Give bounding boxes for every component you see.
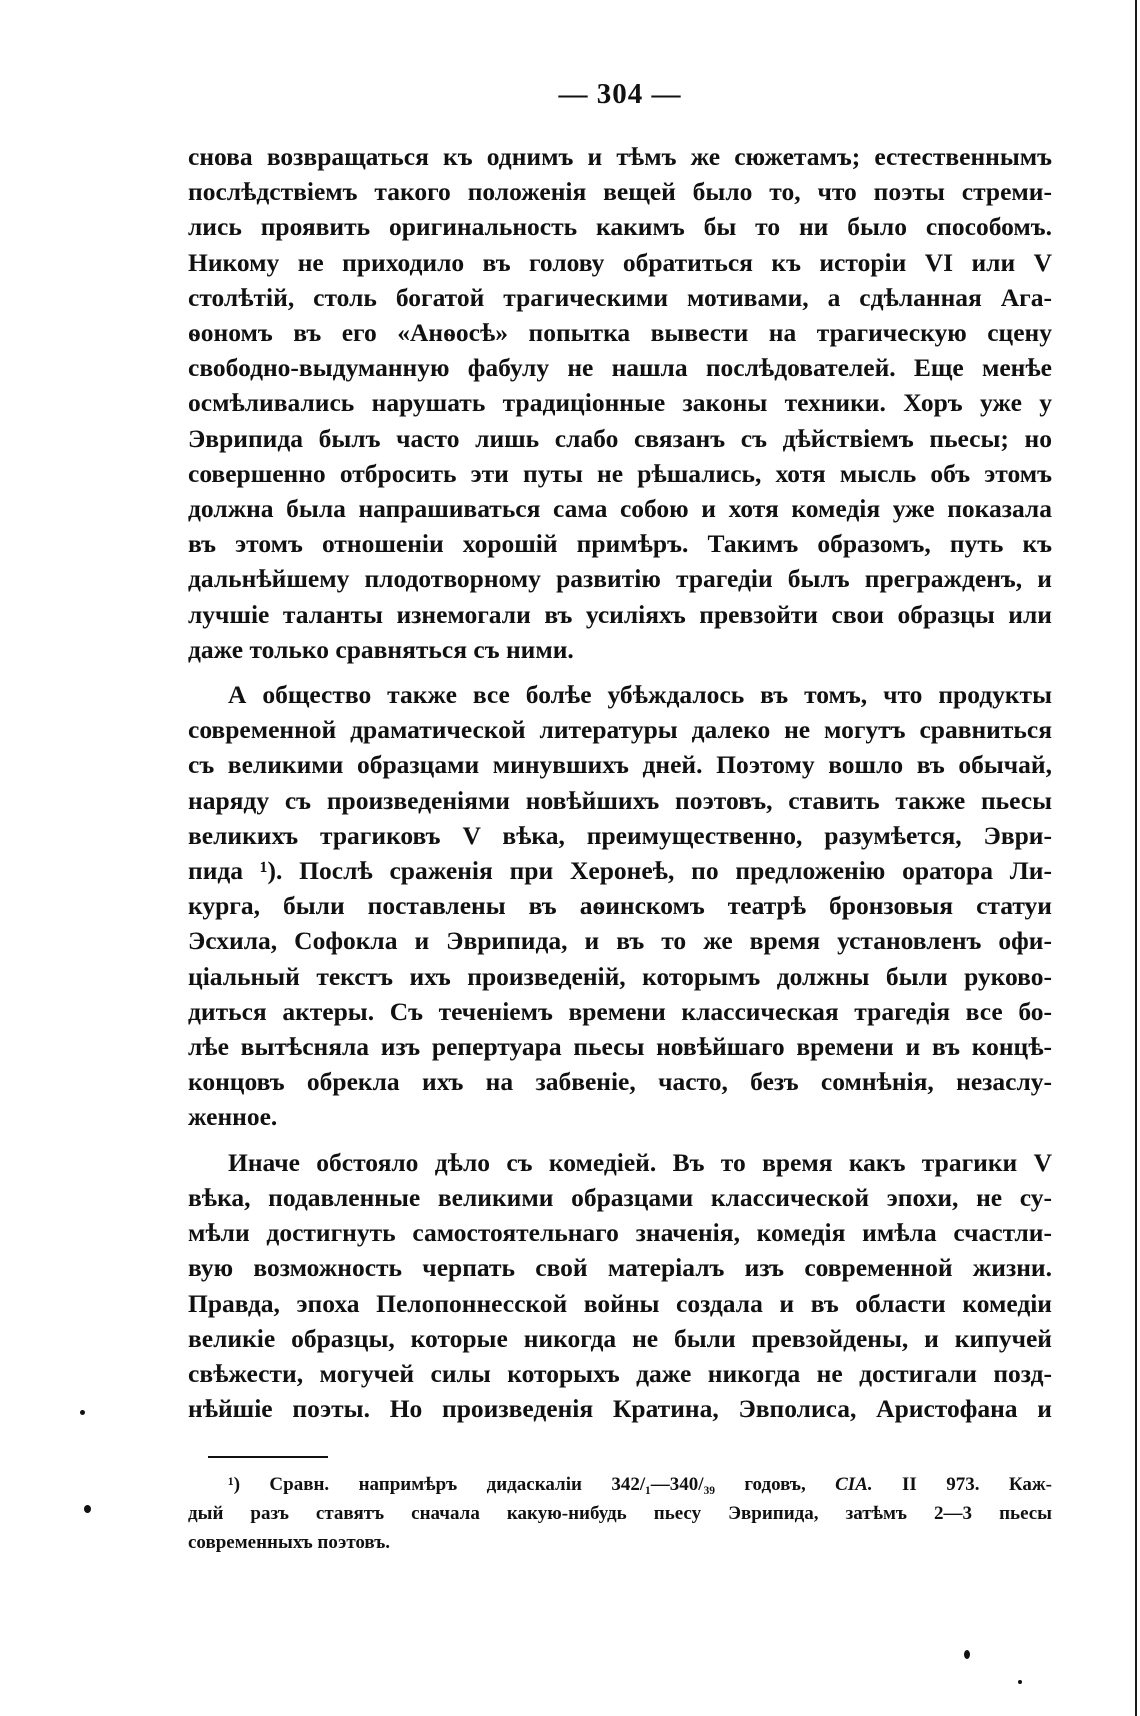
- document-page: [188, 78, 1052, 1557]
- text-line: свѣжести, могучей силы которыхъ даже никогда не достигали позд-: [188, 1358, 1052, 1388]
- text-line: дальнѣйшему плодотворному развитію трагедіи былъ прегражденъ, и: [188, 564, 1052, 594]
- footnote-citation: CIA.: [835, 1474, 873, 1496]
- page-edge-line: [1135, 0, 1137, 1716]
- text-line: вѣка, подавленные великими образцами классической эпохи, не су-: [188, 1182, 1052, 1212]
- text-line: Эврипида былъ часто лишь слабо связанъ съ дѣйствіемъ пьесы; но: [188, 423, 1052, 453]
- text-line: съ великими образцами минувшихъ дней. Поэтому вошло въ обычай,: [188, 750, 1052, 780]
- text-line: Никому не приходило въ голову обратиться къ исторіи VI или V: [188, 247, 1052, 277]
- text-line: А общество также все болѣе убѣждалось въ томъ, что продукты: [228, 680, 1052, 710]
- text-line: должна была напрашиваться сама собою и хотя комедія уже показала: [188, 494, 1052, 524]
- text-line: даже только сравняться съ ними.: [188, 634, 574, 664]
- text-line: въ этомъ отношеніи хорошій примѣръ. Такимъ образомъ, путь къ: [188, 529, 1052, 559]
- text-line: осмѣливались нарушать традиціонные законы техники. Хоръ уже у: [188, 388, 1052, 418]
- body-text: [188, 139, 1052, 1426]
- footnote-line: [188, 1470, 1052, 1499]
- text-line: нѣйшіе поэты. Но произведенія Кратина, Эвполиса, Аристофана и: [188, 1394, 1052, 1424]
- scan-speck: [84, 1505, 91, 1513]
- text-line: лѣе вытѣсняла изъ репертуара пьесы новѣйшаго времени и въ концѣ-: [188, 1032, 1052, 1062]
- footnote-text: ¹) Сравн. напримѣръ дидаскаліи 342/₁—340/₃₉ годовъ,: [228, 1474, 836, 1496]
- footnote-text: II 973. Каж-: [872, 1474, 1052, 1496]
- paragraph-2: [188, 677, 1052, 1135]
- text-line: ѳономъ въ его «Анѳосѣ» попытка вывести на трагическую сцену: [188, 318, 1052, 348]
- text-line: концовъ обрекла ихъ на забвеніе, часто, безъ сомнѣнія, незаслу-: [188, 1067, 1052, 1097]
- text-line: Иначе обстояло дѣло съ комедіей. Въ то время какъ трагики V: [228, 1147, 1052, 1177]
- scan-speck: [964, 1650, 970, 1659]
- text-line: Правда, эпоха Пелопоннесской войны создала и въ области комедіи: [188, 1288, 1052, 1318]
- text-line: пида ¹). Послѣ сраженія при Херонеѣ, по предложенію оратора Ли-: [188, 856, 1052, 886]
- page-number: — 304 —: [558, 78, 682, 110]
- text-line: ціальный текстъ ихъ произведеній, которымъ должны были руково-: [188, 961, 1052, 991]
- text-line: столѣтій, столь богатой трагическими мотивами, а сдѣланная Ага-: [188, 282, 1052, 312]
- text-line: снова возвращаться къ однимъ и тѣмъ же сюжетамъ; естественнымъ: [188, 142, 1052, 171]
- text-line: вую возможность черпать свой матеріалъ изъ современной жизни.: [188, 1253, 1052, 1283]
- footnote: [188, 1470, 1052, 1557]
- scan-speck: [1018, 1680, 1022, 1684]
- text-line: послѣдствіемъ такого положенія вещей было то, что поэты стреми-: [188, 177, 1052, 207]
- footnote-line: современныхъ поэтовъ.: [188, 1532, 391, 1554]
- text-line: совершенно отбросить эти путы не рѣшались, хотя мысль объ этомъ: [188, 458, 1052, 488]
- text-line: лись проявить оригинальность какимъ бы то ни было способомъ.: [188, 212, 1052, 242]
- text-line: диться актеры. Съ теченіемъ времени классическая трагедія все бо-: [188, 996, 1052, 1026]
- text-line: наряду съ произведеніями новѣйшихъ поэтовъ, ставить также пьесы: [188, 785, 1052, 815]
- text-line: лучшіе таланты изнемогали въ усиліяхъ превзойти свои образцы или: [188, 599, 1052, 629]
- text-line: женное.: [188, 1102, 278, 1132]
- text-line: великіе образцы, которые никогда не были превзойдены, и кипучей: [188, 1323, 1052, 1353]
- text-line: современной драматической литературы далеко не могутъ сравниться: [188, 715, 1052, 745]
- paragraph-3: [188, 1145, 1052, 1427]
- text-line: свободно-выдуманную фабулу не нашла послѣдователей. Еще менѣе: [188, 353, 1052, 383]
- footnote-divider: [208, 1456, 328, 1458]
- scan-speck: [80, 1410, 85, 1415]
- paragraph-1: [188, 139, 1052, 667]
- text-line: великихъ трагиковъ V вѣка, преимущественно, разумѣется, Эври-: [188, 820, 1052, 850]
- text-line: Эсхила, Софокла и Эврипида, и въ то же время установленъ офи-: [188, 926, 1052, 956]
- text-line: курга, были поставлены въ аѳинскомъ театрѣ бронзовыя статуи: [188, 891, 1052, 921]
- text-line: мѣли достигнуть самостоятельнаго значенія, комедія имѣла счастли-: [188, 1218, 1052, 1248]
- footnote-line: дый разъ ставятъ сначала какую-нибудь пьесу Эврипида, затѣмъ 2—3 пьесы: [188, 1503, 1052, 1525]
